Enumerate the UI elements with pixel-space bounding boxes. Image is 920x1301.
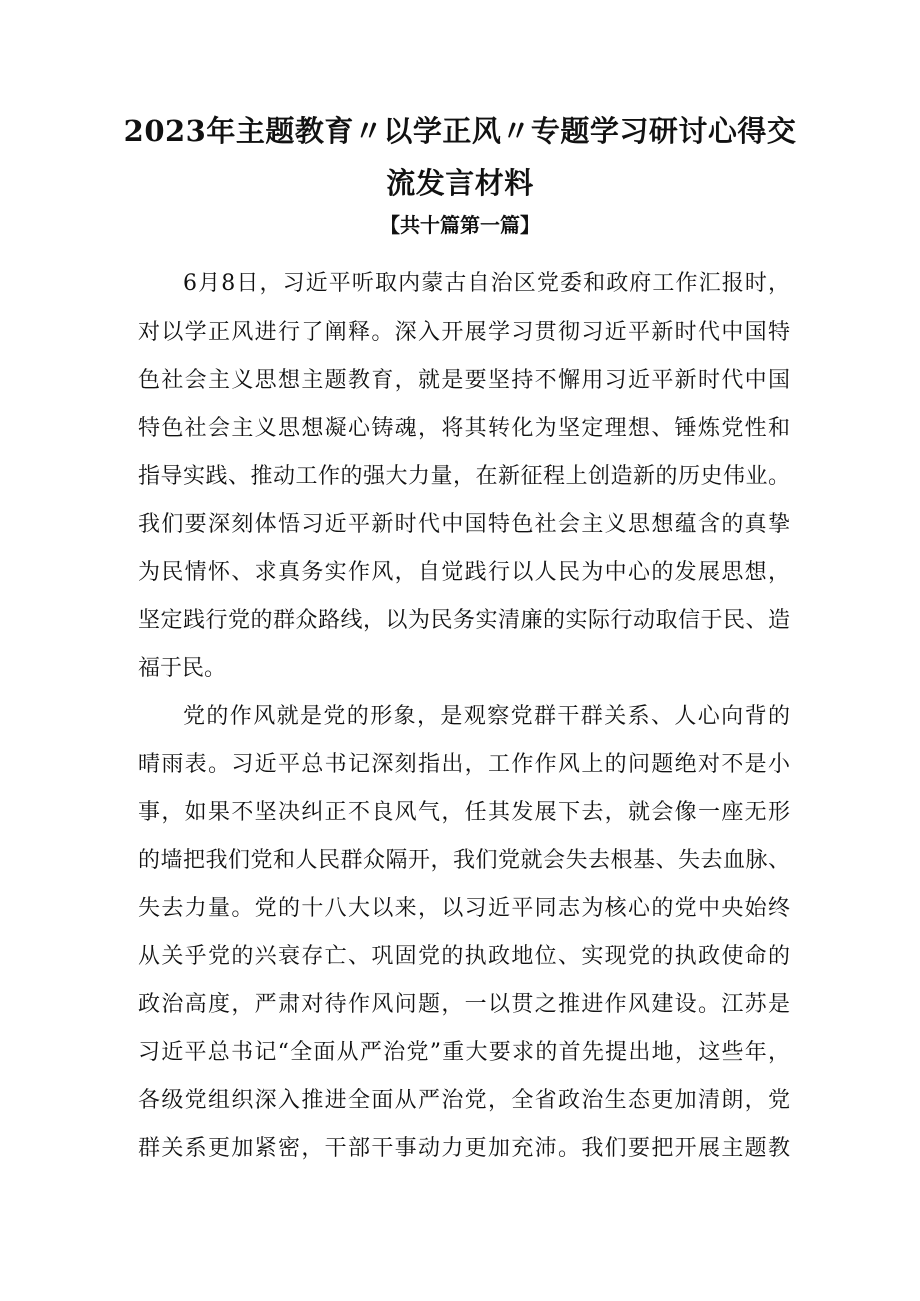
paragraph-line: 政治高度，严肃对待作风问题，一以贯之推进作风建设。江苏是 [138, 992, 790, 1017]
paragraph-line: 为民情怀、求真务实作风，自觉践行以人民为中心的发展思想， [138, 560, 790, 585]
paragraph-line: 群关系更加紧密，干部干事动力更加充沛。我们要把开展主题教 [138, 1136, 790, 1161]
paragraph-line: 坚定践行党的群众路线，以为民务实清廉的实际行动取信于民、造 [138, 608, 790, 633]
paragraph-line: 色社会主义思想主题教育，就是要坚持不懈用习近平新时代中国 [138, 368, 790, 393]
paragraph-line: 对以学正风进行了阐释。深入开展学习贯彻习近平新时代中国特 [138, 320, 790, 345]
paragraph-line: 从关乎党的兴衰存亡、巩固党的执政地位、实现党的执政使命的 [138, 944, 790, 969]
document-title-line-1: 2023年主题教育〃以学正风〃专题学习研讨心得交 [123, 114, 797, 148]
document-subtitle: 【共十篇第一篇】 [380, 213, 540, 237]
paragraph-line: 各级党组织深入推进全面从严治党，全省政治生态更加清朗，党 [138, 1088, 790, 1113]
document-title-line-2: 流发言材料 [386, 166, 534, 200]
paragraph-line: 指导实践、推动工作的强大力量，在新征程上创造新的历史伟业。 [138, 464, 790, 489]
paragraph-line: 晴雨表。习近平总书记深刻指出，工作作风上的问题绝对不是小 [138, 752, 790, 777]
paragraph-line: 党的作风就是党的形象，是观察党群干群关系、人心向背的 [183, 704, 790, 729]
paragraph-line: 的墙把我们党和人民群众隔开，我们党就会失去根基、失去血脉、 [138, 848, 790, 873]
paragraph-line: 习近平总书记“全面从严治党”重大要求的首先提出地，这些年， [138, 1040, 790, 1065]
paragraph-line: 特色社会主义思想凝心铸魂，将其转化为坚定理想、锤炼党性和 [138, 416, 790, 441]
paragraph-line: 6月8日，习近平听取内蒙古自治区党委和政府工作汇报时， [183, 271, 790, 296]
paragraph-line: 我们要深刻体悟习近平新时代中国特色社会主义思想蕴含的真挚 [138, 512, 790, 537]
paragraph-line: 福于民。 [138, 656, 227, 681]
paragraph-line: 失去力量。党的十八大以来，以习近平同志为核心的党中央始终 [138, 896, 790, 921]
paragraph-line: 事，如果不坚决纠正不良风气，任其发展下去，就会像一座无形 [138, 800, 790, 825]
